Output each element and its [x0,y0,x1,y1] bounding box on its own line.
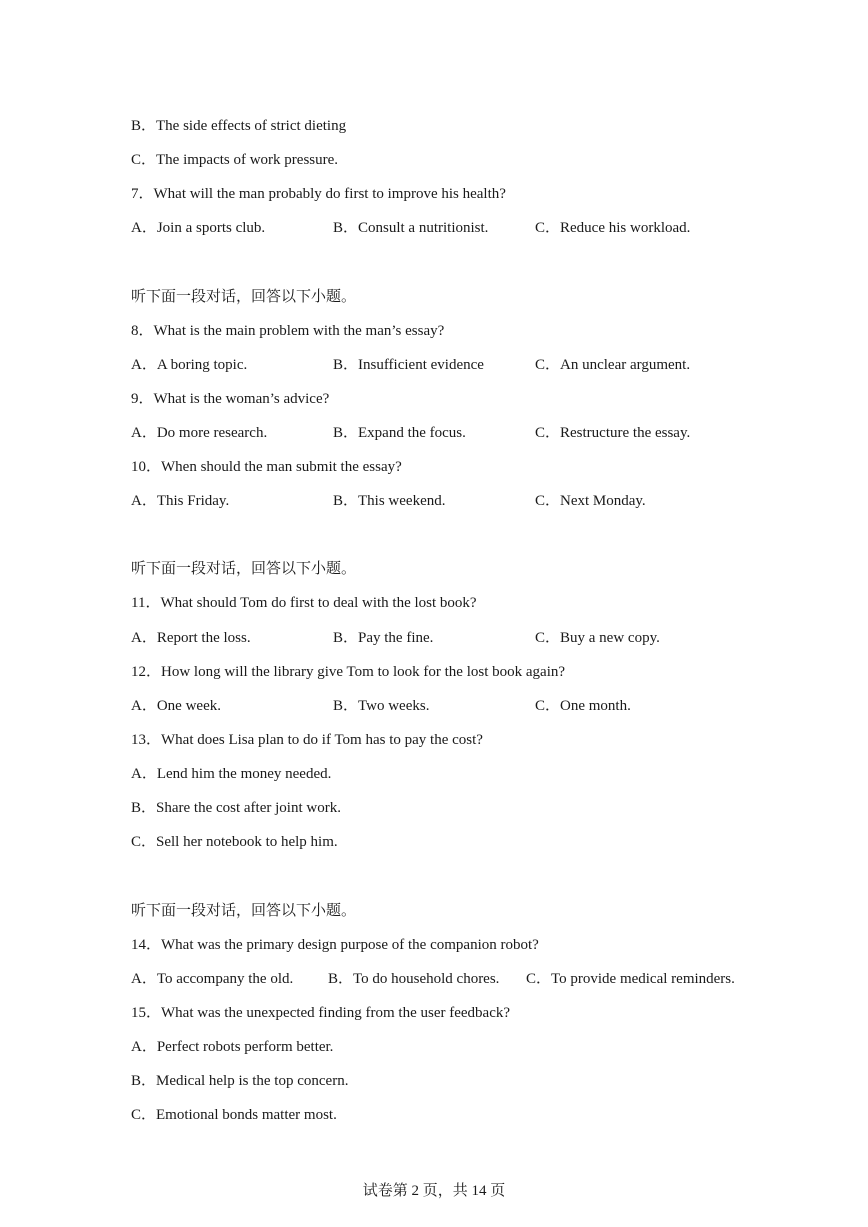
q15-question: 15．What was the unexpected finding from the user feedback? [131,1005,511,1021]
q8-question: 8．What is the main problem with the man’s essay? [131,323,445,339]
q11-question: 11．What should Tom do first to deal with the lost book? [131,595,477,611]
q15-option-c: C．Emotional bonds matter most. [131,1107,337,1123]
section-instruction: 听下面一段对话，回答以下小题。 [131,561,357,577]
q8-option-b: B．Insufficient evidence [333,357,484,373]
q14-option-c: C．To provide medical reminders. [526,971,735,987]
q7-question: 7．What will the man probably do first to improve his health? [131,186,506,202]
q7-option-b: B．Consult a nutritionist. [333,220,489,236]
prev-option-b: B．The side effects of strict dieting [131,118,347,134]
q15-option-b: B．Medical help is the top concern. [131,1073,349,1089]
q15-option-a: A．Perfect robots perform better. [131,1039,334,1055]
q8-option-a: A．A boring topic. [131,357,248,373]
q9-option-b: B．Expand the focus. [333,425,466,441]
q11-option-a: A．Report the loss. [131,630,251,646]
q12-option-b: B．Two weeks. [333,698,430,714]
q12-question: 12．How long will the library give Tom to look for the lost book again? [131,664,566,680]
q14-option-b: B．To do household chores. [328,971,500,987]
q11-option-b: B．Pay the fine. [333,630,434,646]
q13-option-b: B．Share the cost after joint work. [131,800,341,816]
q13-option-a: A．Lend him the money needed. [131,766,332,782]
q9-question: 9．What is the woman’s advice? [131,391,330,407]
q13-question: 13．What does Lisa plan to do if Tom has to pay the cost? [131,732,483,748]
q10-question: 10．When should the man submit the essay? [131,459,402,475]
q10-option-b: B．This weekend. [333,493,446,509]
q7-option-a: A．Join a sports club. [131,220,266,236]
q11-option-c: C．Buy a new copy. [535,630,660,646]
section-instruction: 听下面一段对话，回答以下小题。 [131,289,357,305]
q14-question: 14．What was the primary design purpose of the companion robot? [131,937,539,953]
q10-option-c: C．Next Monday. [535,493,646,509]
q14-option-a: A．To accompany the old. [131,971,294,987]
q7-option-c: C．Reduce his workload. [535,220,691,236]
section-instruction: 听下面一段对话，回答以下小题。 [131,903,357,919]
q13-option-c: C．Sell her notebook to help him. [131,834,338,850]
q9-option-c: C．Restructure the essay. [535,425,691,441]
q8-option-c: C．An unclear argument. [535,357,691,373]
q12-option-c: C．One month. [535,698,631,714]
q9-option-a: A．Do more research. [131,425,268,441]
page-footer: 试卷第 2 页，共 14 页 [362,1183,506,1199]
q12-option-a: A．One week. [131,698,221,714]
prev-option-c: C．The impacts of work pressure. [131,152,339,168]
q10-option-a: A．This Friday. [131,493,230,509]
